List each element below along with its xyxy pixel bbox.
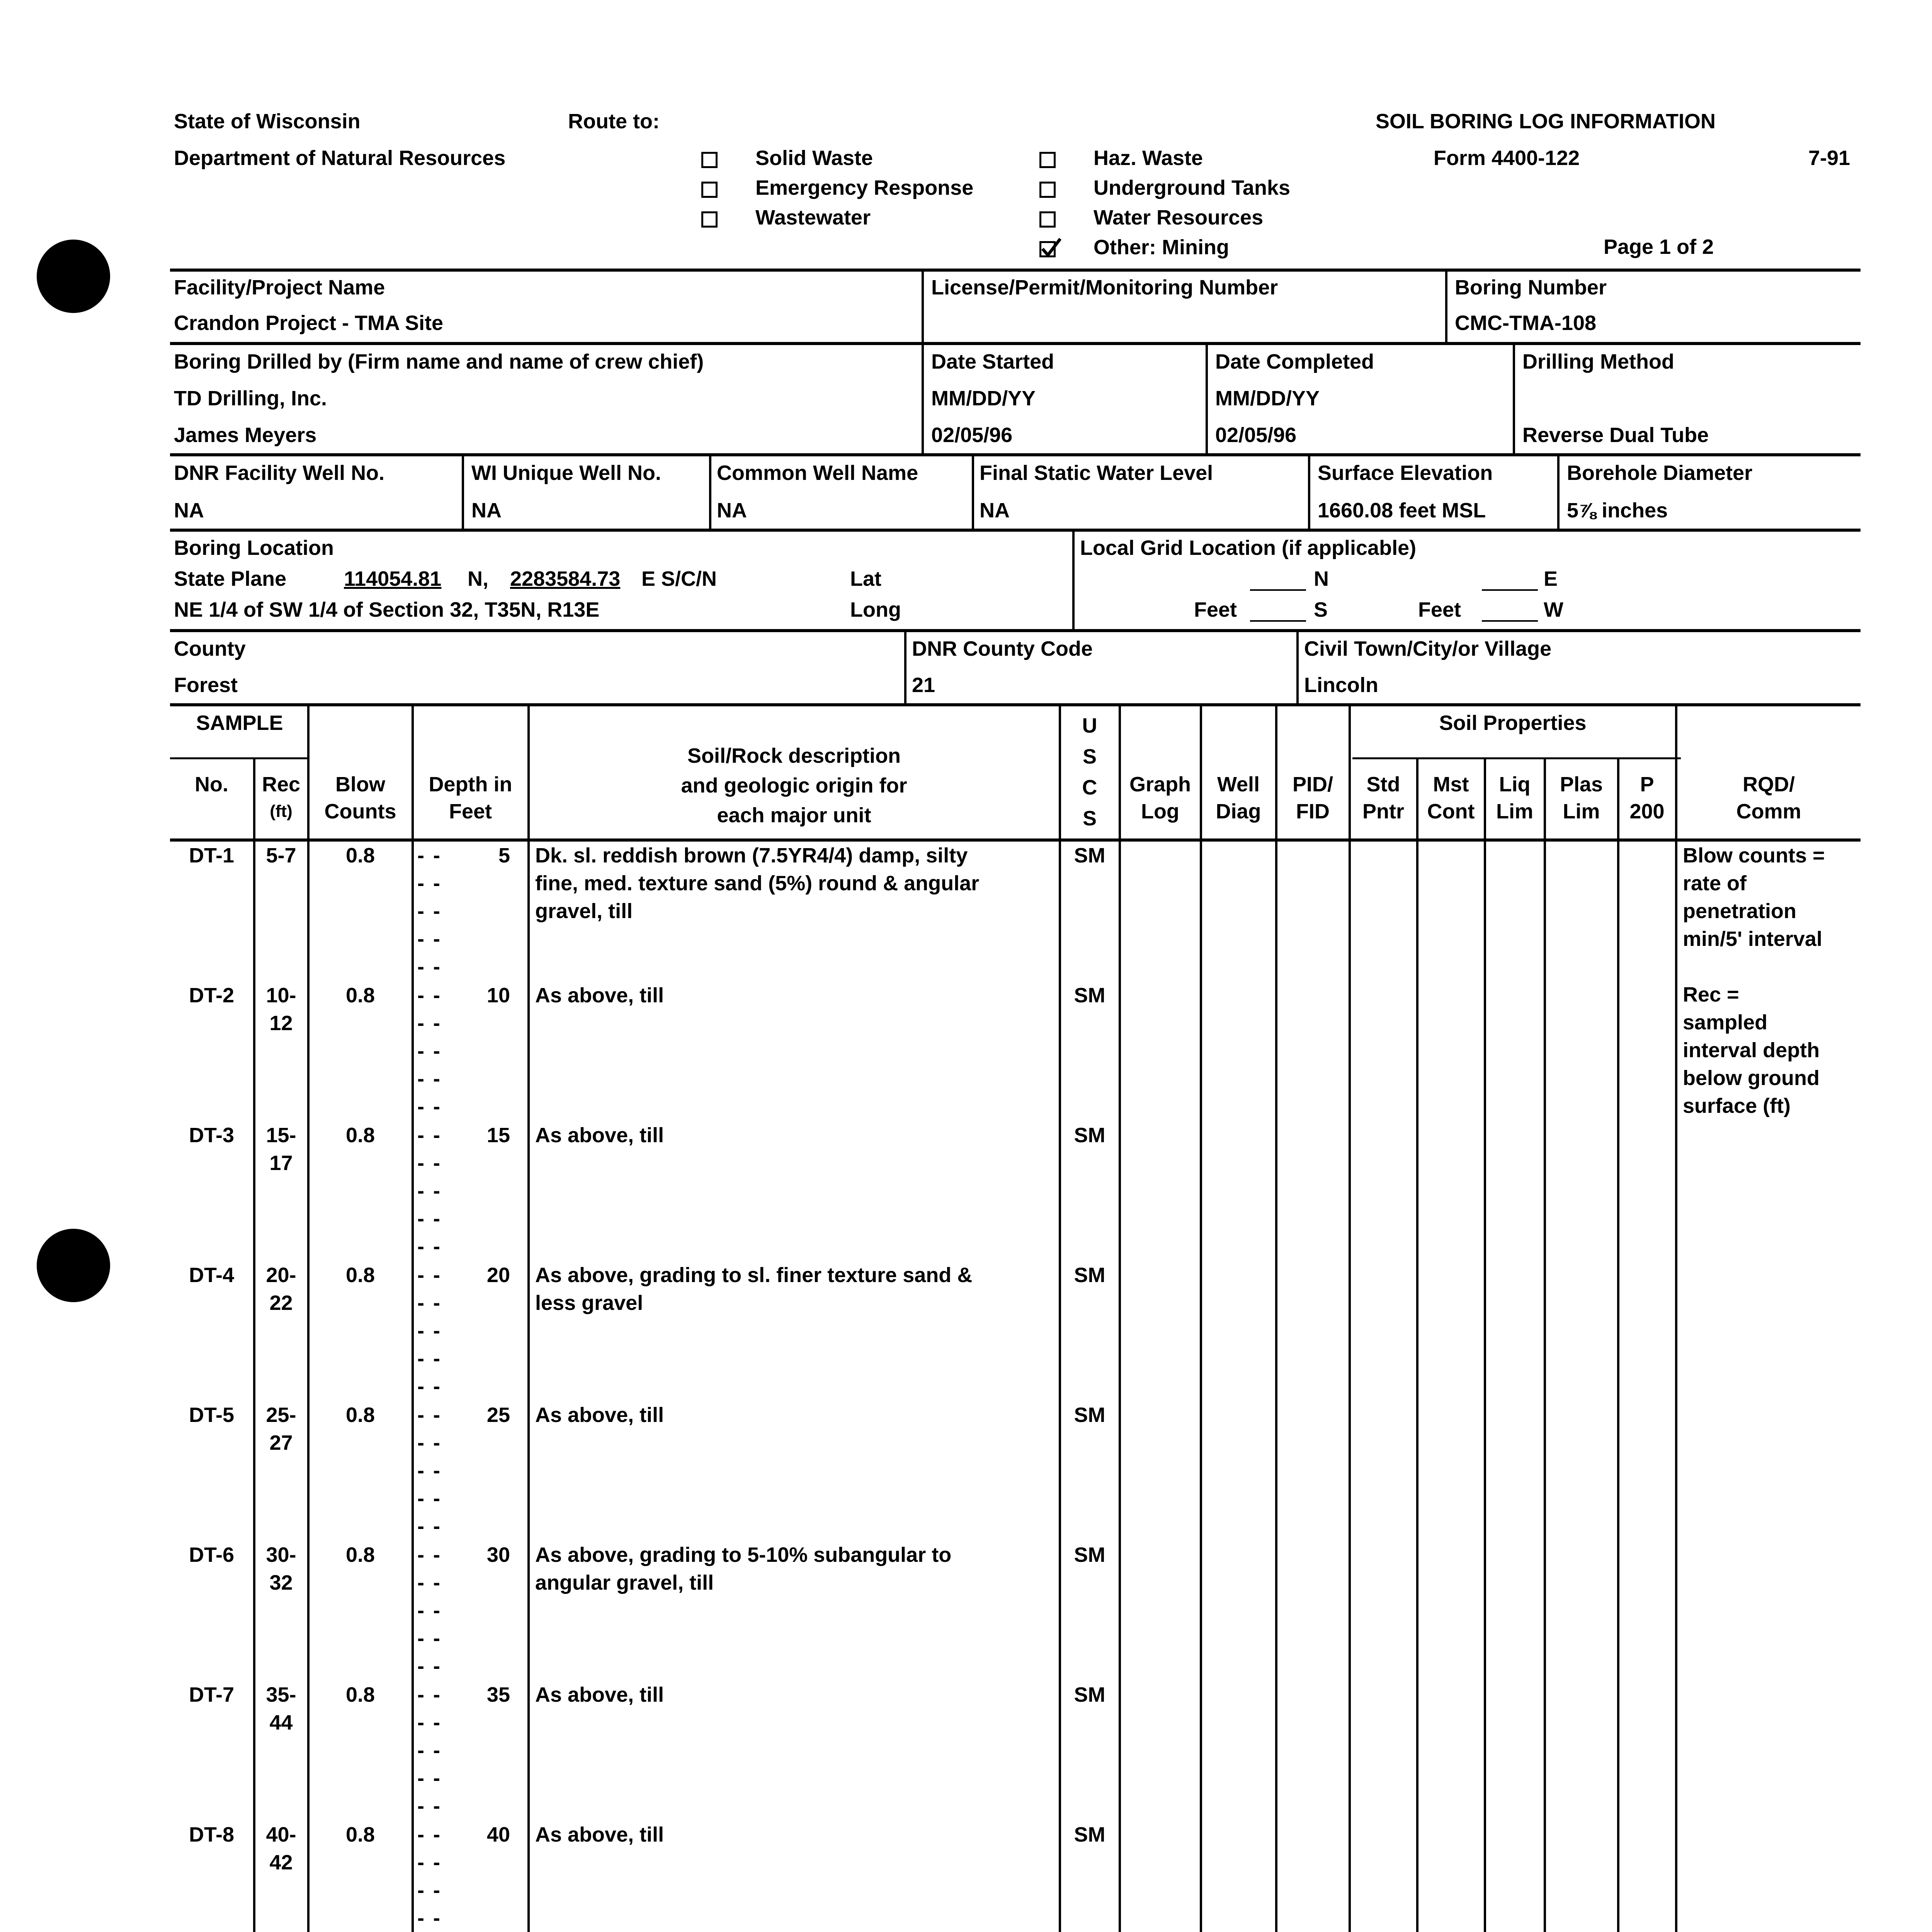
depth-tick: - -: [417, 1823, 442, 1846]
sample-rec: 12: [269, 1012, 293, 1035]
sample-uscs: SM: [1074, 844, 1105, 867]
wi-well-label: WI Unique Well No.: [471, 461, 661, 485]
date-started-format: MM/DD/YY: [931, 387, 1036, 410]
graph-log-header: Graph Log: [1129, 773, 1191, 823]
sample-rec: 25-: [266, 1403, 296, 1427]
grid-n: N: [1314, 567, 1329, 590]
drilling-method-label: Drilling Method: [1522, 350, 1674, 373]
county-code-label: DNR County Code: [912, 637, 1093, 660]
pid-fid-header: PID/ FID: [1292, 773, 1333, 823]
sample-rec: 32: [269, 1571, 293, 1594]
sample-no: DT-7: [189, 1683, 235, 1706]
depth-tick: - -: [417, 1264, 442, 1287]
depth-tick: - -: [417, 1291, 442, 1315]
surface-elevation-label: Surface Elevation: [1318, 461, 1493, 485]
sample-rec: 22: [269, 1291, 293, 1315]
sample-description: As above, grading to sl. finer texture sand &: [535, 1264, 973, 1287]
sample-blow-counts: 0.8: [345, 1683, 375, 1706]
sample-depth: 25: [486, 1403, 510, 1427]
sample-depth: 30: [486, 1543, 510, 1566]
sample-no: DT-5: [189, 1403, 235, 1427]
grid-e: E: [1544, 567, 1558, 590]
sample-description: As above, till: [535, 1403, 664, 1427]
form-title: SOIL BORING LOG INFORMATION: [1376, 110, 1716, 133]
sample-uscs: SM: [1074, 1403, 1105, 1427]
sample-rec: 35-: [266, 1683, 296, 1706]
sample-rec: 20-: [266, 1264, 296, 1287]
sample-rec: 30-: [266, 1543, 296, 1566]
sample-no: DT-3: [189, 1124, 235, 1147]
depth-tick: - -: [417, 900, 442, 923]
rqd-comm-header: RQD/ Comm: [1736, 773, 1801, 823]
depth-tick: - -: [417, 1794, 442, 1818]
solid-waste-label: Solid Waste: [755, 146, 873, 170]
common-well-label: Common Well Name: [717, 461, 918, 485]
depth-tick: - -: [417, 1124, 442, 1147]
sample-depth: 5: [498, 844, 510, 867]
drilled-by-label: Boring Drilled by (Firm name and name of crew chief): [174, 350, 704, 373]
license-label: License/Permit/Monitoring Number: [931, 276, 1278, 299]
depth-tick: - -: [417, 1319, 442, 1342]
facility-label: Facility/Project Name: [174, 276, 385, 299]
depth-tick: - -: [417, 872, 442, 895]
grid-location-label: Local Grid Location (if applicable): [1080, 536, 1417, 560]
depth-tick: - -: [417, 1571, 442, 1594]
depth-tick: - -: [417, 1739, 442, 1762]
state-plane-label: State Plane: [174, 567, 287, 590]
water-resources-checkbox[interactable]: [1039, 211, 1056, 228]
sample-blow-counts: 0.8: [345, 1823, 375, 1846]
sample-blow-counts: 0.8: [345, 984, 375, 1007]
water-level-label: Final Static Water Level: [980, 461, 1213, 485]
p200-header: P 200: [1629, 773, 1665, 823]
mst-cont-header: Mst Cont: [1427, 773, 1475, 823]
boring-number-value: CMC-TMA-108: [1455, 311, 1597, 335]
sample-rec: 17: [269, 1151, 293, 1175]
department-name: Department of Natural Resources: [174, 146, 506, 170]
depth-tick: - -: [417, 1207, 442, 1230]
sample-rec: 10-: [266, 984, 296, 1007]
civil-town-value: Lincoln: [1304, 673, 1378, 697]
sample-rec: 44: [269, 1711, 293, 1734]
water-level-value: NA: [980, 499, 1010, 522]
sample-no: DT-8: [189, 1823, 235, 1846]
grid-feet-1: Feet: [1194, 598, 1237, 621]
sample-blow-counts: 0.8: [345, 1264, 375, 1287]
well-diag-header: Well Diag: [1216, 773, 1261, 823]
sample-description: As above, till: [535, 1124, 664, 1147]
emergency-response-checkbox[interactable]: [701, 182, 718, 198]
sample-depth: 20: [486, 1264, 510, 1287]
sample-description: As above, grading to 5-10% subangular to: [535, 1543, 952, 1566]
depth-tick: - -: [417, 1599, 442, 1622]
east-suffix: E S/C/N: [641, 567, 717, 590]
sample-rec: 42: [269, 1851, 293, 1874]
borehole-diameter-value: 5⅞ inches: [1567, 499, 1668, 522]
haz-waste-checkbox[interactable]: [1039, 152, 1056, 168]
dnr-well-label: DNR Facility Well No.: [174, 461, 385, 485]
sample-description: As above, till: [535, 1823, 664, 1846]
common-well-value: NA: [717, 499, 747, 522]
binder-hole: [37, 240, 110, 313]
state-plane-north: 114054.81: [344, 567, 442, 590]
date-started-label: Date Started: [931, 350, 1054, 373]
liq-lim-header: Liq Lim: [1496, 773, 1533, 823]
sample-blow-counts: 0.8: [345, 1543, 375, 1566]
form-number: Form 4400-122: [1434, 146, 1580, 170]
wastewater-checkbox[interactable]: [701, 211, 718, 228]
depth-tick: - -: [417, 1403, 442, 1427]
depth-tick: - -: [417, 1347, 442, 1370]
depth-tick: - -: [417, 927, 442, 951]
sample-rec: 27: [269, 1431, 293, 1454]
sample-blow-counts: 0.8: [345, 1403, 375, 1427]
sample-no: DT-6: [189, 1543, 235, 1566]
depth-tick: - -: [417, 1431, 442, 1454]
depth-tick: - -: [417, 1179, 442, 1202]
sample-description: less gravel: [535, 1291, 643, 1315]
sample-rec: 15-: [266, 1124, 296, 1147]
sample-depth: 35: [486, 1683, 510, 1706]
section-description: NE 1/4 of SW 1/4 of Section 32, T35N, R13E: [174, 598, 600, 621]
dnr-well-value: NA: [174, 499, 204, 522]
surface-elevation-value: 1660.08 feet MSL: [1318, 499, 1486, 522]
sample-uscs: SM: [1074, 1264, 1105, 1287]
long-label: Long: [850, 598, 901, 621]
depth-tick: - -: [417, 1767, 442, 1790]
underground-tanks-checkbox[interactable]: [1039, 182, 1056, 198]
depth-tick: - -: [417, 1039, 442, 1063]
sample-blow-counts: 0.8: [345, 1124, 375, 1147]
sample-no: DT-1: [189, 844, 235, 867]
sample-depth: 40: [486, 1823, 510, 1846]
route-to-label: Route to:: [568, 110, 660, 133]
depth-tick: - -: [417, 984, 442, 1007]
depth-tick: - -: [417, 1012, 442, 1035]
uscs-header: U S C S: [1082, 714, 1097, 830]
north-suffix: N,: [468, 567, 488, 590]
wi-well-value: NA: [471, 499, 502, 522]
solid-waste-checkbox[interactable]: [701, 152, 718, 168]
depth-tick: - -: [417, 1655, 442, 1678]
depth-tick: - -: [417, 1543, 442, 1566]
sample-uscs: SM: [1074, 1823, 1105, 1846]
depth-tick: - -: [417, 1515, 442, 1538]
sample-blow-counts: 0.8: [345, 844, 375, 867]
emergency-response-label: Emergency Response: [755, 176, 974, 199]
county-label: County: [174, 637, 246, 660]
wastewater-label: Wastewater: [755, 206, 871, 229]
sample-rec: 5-7: [266, 844, 296, 867]
sample-description: As above, till: [535, 1683, 664, 1706]
facility-value: Crandon Project - TMA Site: [174, 311, 444, 335]
description-header: Soil/Rock description and geologic origin for each major unit: [681, 744, 907, 827]
depth-tick: - -: [417, 1683, 442, 1706]
sample-uscs: SM: [1074, 1683, 1105, 1706]
sample-header: SAMPLE: [196, 711, 283, 735]
blow-counts-header: Blow Counts: [324, 773, 396, 823]
sample-rec: 40-: [266, 1823, 296, 1846]
water-resources-label: Water Resources: [1094, 206, 1264, 229]
no-header: No.: [195, 773, 228, 796]
underground-tanks-label: Underground Tanks: [1094, 176, 1291, 199]
depth-tick: - -: [417, 955, 442, 978]
grid-feet-2: Feet: [1418, 598, 1461, 621]
date-started-value: 02/05/96: [931, 423, 1013, 447]
binder-hole: [37, 1229, 110, 1302]
sample-description: As above, till: [535, 984, 664, 1007]
county-value: Forest: [174, 673, 238, 697]
drilling-method-value: Reverse Dual Tube: [1522, 423, 1709, 447]
date-completed-format: MM/DD/YY: [1215, 387, 1320, 410]
depth-tick: - -: [417, 1879, 442, 1902]
checkmark-icon: [1039, 236, 1063, 260]
boring-location-label: Boring Location: [174, 536, 334, 560]
state-name: State of Wisconsin: [174, 110, 361, 133]
date-completed-value: 02/05/96: [1215, 423, 1297, 447]
depth-tick: - -: [417, 1067, 442, 1090]
comments: Blow counts = rate of penetration min/5' interval Rec = sampled interval depth below ground surface (ft): [1683, 844, 1825, 1117]
soil-properties-header: Soil Properties: [1439, 711, 1587, 735]
rec-header: Rec (ft): [262, 773, 301, 821]
boring-number-label: Boring Number: [1455, 276, 1607, 299]
depth-tick: - -: [417, 1906, 442, 1930]
depth-tick: - -: [417, 1711, 442, 1734]
depth-tick: - -: [417, 1235, 442, 1258]
sample-uscs: SM: [1074, 1124, 1105, 1147]
county-code-value: 21: [912, 673, 935, 697]
other-mining-label: Other: Mining: [1094, 236, 1229, 259]
depth-tick: - -: [417, 1151, 442, 1175]
depth-tick: - -: [417, 1487, 442, 1510]
sample-description: fine, med. texture sand (5%) round & angular: [535, 872, 980, 895]
depth-tick: - -: [417, 844, 442, 867]
lat-label: Lat: [850, 567, 881, 590]
sample-no: DT-2: [189, 984, 235, 1007]
depth-tick: - -: [417, 1095, 442, 1118]
std-pntr-header: Std Pntr: [1362, 773, 1404, 823]
sample-depth: 10: [486, 984, 510, 1007]
sample-uscs: SM: [1074, 984, 1105, 1007]
depth-tick: - -: [417, 1627, 442, 1650]
plas-lim-header: Plas Lim: [1560, 773, 1603, 823]
form-revision: 7-91: [1808, 146, 1850, 170]
haz-waste-label: Haz. Waste: [1094, 146, 1203, 170]
drilling-firm: TD Drilling, Inc.: [174, 387, 327, 410]
depth-tick: - -: [417, 1375, 442, 1398]
grid-s: S: [1314, 598, 1328, 621]
state-plane-east: 2283584.73: [510, 567, 621, 590]
sample-description: angular gravel, till: [535, 1571, 714, 1594]
depth-tick: - -: [417, 1851, 442, 1874]
sample-description: Dk. sl. reddish brown (7.5YR4/4) damp, silty: [535, 844, 968, 867]
page-number: Page 1 of 2: [1604, 235, 1714, 259]
depth-tick: - -: [417, 1459, 442, 1482]
date-completed-label: Date Completed: [1215, 350, 1374, 373]
sample-description: gravel, till: [535, 900, 633, 923]
sample-uscs: SM: [1074, 1543, 1105, 1566]
grid-w: W: [1544, 598, 1563, 621]
crew-chief: James Meyers: [174, 423, 317, 447]
depth-header: Depth in Feet: [429, 773, 512, 823]
sample-depth: 15: [486, 1124, 510, 1147]
sample-no: DT-4: [189, 1264, 235, 1287]
civil-town-label: Civil Town/City/or Village: [1304, 637, 1552, 660]
borehole-diameter-label: Borehole Diameter: [1567, 461, 1753, 485]
